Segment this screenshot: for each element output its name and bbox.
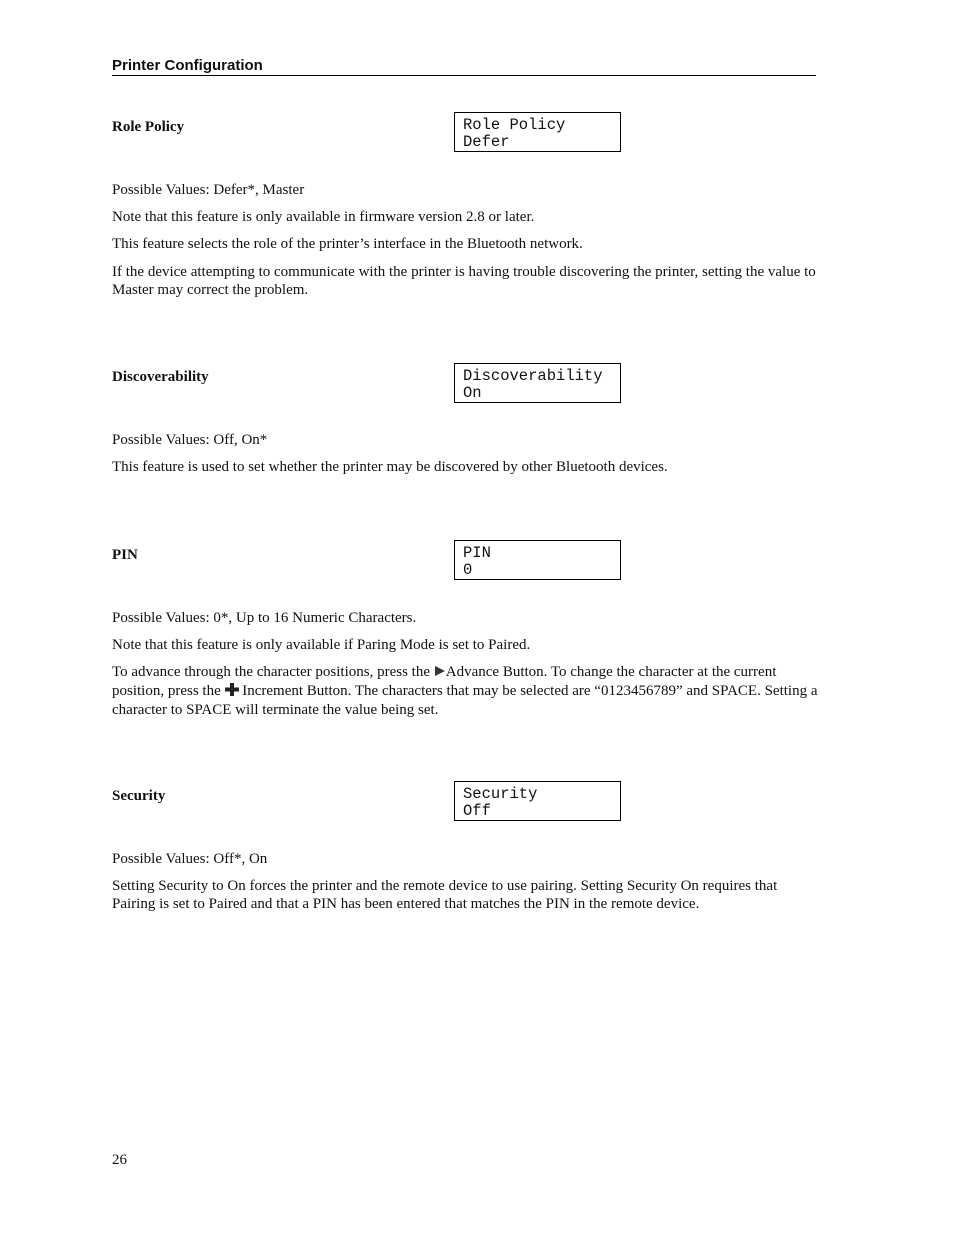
security-description: Setting Security to On forces the printer and the remote device to use pairing. Setting Security On requires that Pairing is set to Paired and that a PIN has been entered that matches the PIN in the remote device. — [112, 878, 778, 912]
possible-values-discoverability: Possible Values: Off, On* — [112, 432, 268, 448]
lcd-display-role-policy — [454, 112, 621, 152]
pairing-mode-note: Note that this feature is only available if Paring Mode is set to Paired. — [112, 637, 531, 653]
lcd-display-discoverability — [454, 363, 621, 403]
role-troubleshoot-note: If the device attempting to communicate with the printer is having trouble discovering the printer, setting the value to Master may correct the problem. — [112, 264, 816, 298]
possible-values-pin: Possible Values: 0*, Up to 16 Numeric Characters. — [112, 610, 417, 626]
advance-triangle-icon — [434, 664, 446, 682]
lcd-line-2: Off — [463, 802, 491, 820]
page-number: 26 — [112, 1152, 127, 1168]
firmware-note: Note that this feature is only available in firmware version 2.8 or later. — [112, 209, 535, 225]
pin-entry-instructions — [112, 663, 818, 719]
lcd-line-2: Defer — [463, 133, 510, 151]
section-title-role-policy: Role Policy — [112, 119, 185, 135]
lcd-line-1: Role Policy — [463, 116, 566, 134]
lcd-line-2: On — [463, 384, 482, 402]
pin-instructions-part-2: Advance Button. To change the character at the current position, press the — [112, 664, 777, 699]
increment-plus-icon — [225, 683, 239, 701]
page-header: Printer Configuration — [112, 56, 816, 76]
lcd-display-pin — [454, 540, 621, 580]
pin-instructions-part-1: To advance through the character positions, press the — [112, 664, 434, 680]
lcd-display-security — [454, 781, 621, 821]
lcd-line-1: Security — [463, 785, 538, 803]
possible-values-role-policy: Possible Values: Defer*, Master — [112, 182, 305, 198]
possible-values-security: Possible Values: Off*, On — [112, 851, 268, 867]
section-title-security: Security — [112, 788, 166, 804]
lcd-line-1: PIN — [463, 544, 491, 562]
discoverability-description: This feature is used to set whether the printer may be discovered by other Bluetooth devices. — [112, 459, 668, 475]
lcd-line-2: 0 — [463, 561, 473, 579]
role-description: This feature selects the role of the printer’s interface in the Bluetooth network. — [112, 236, 583, 252]
lcd-line-1: Discoverability — [463, 367, 603, 385]
section-title-pin: PIN — [112, 547, 138, 563]
section-title-discoverability: Discoverability — [112, 369, 209, 385]
pin-instructions-part-3: Increment Button. The characters that may be selected are “0123456789” and SPACE. Setting a character to SPACE will terminate the value being set. — [112, 683, 818, 718]
